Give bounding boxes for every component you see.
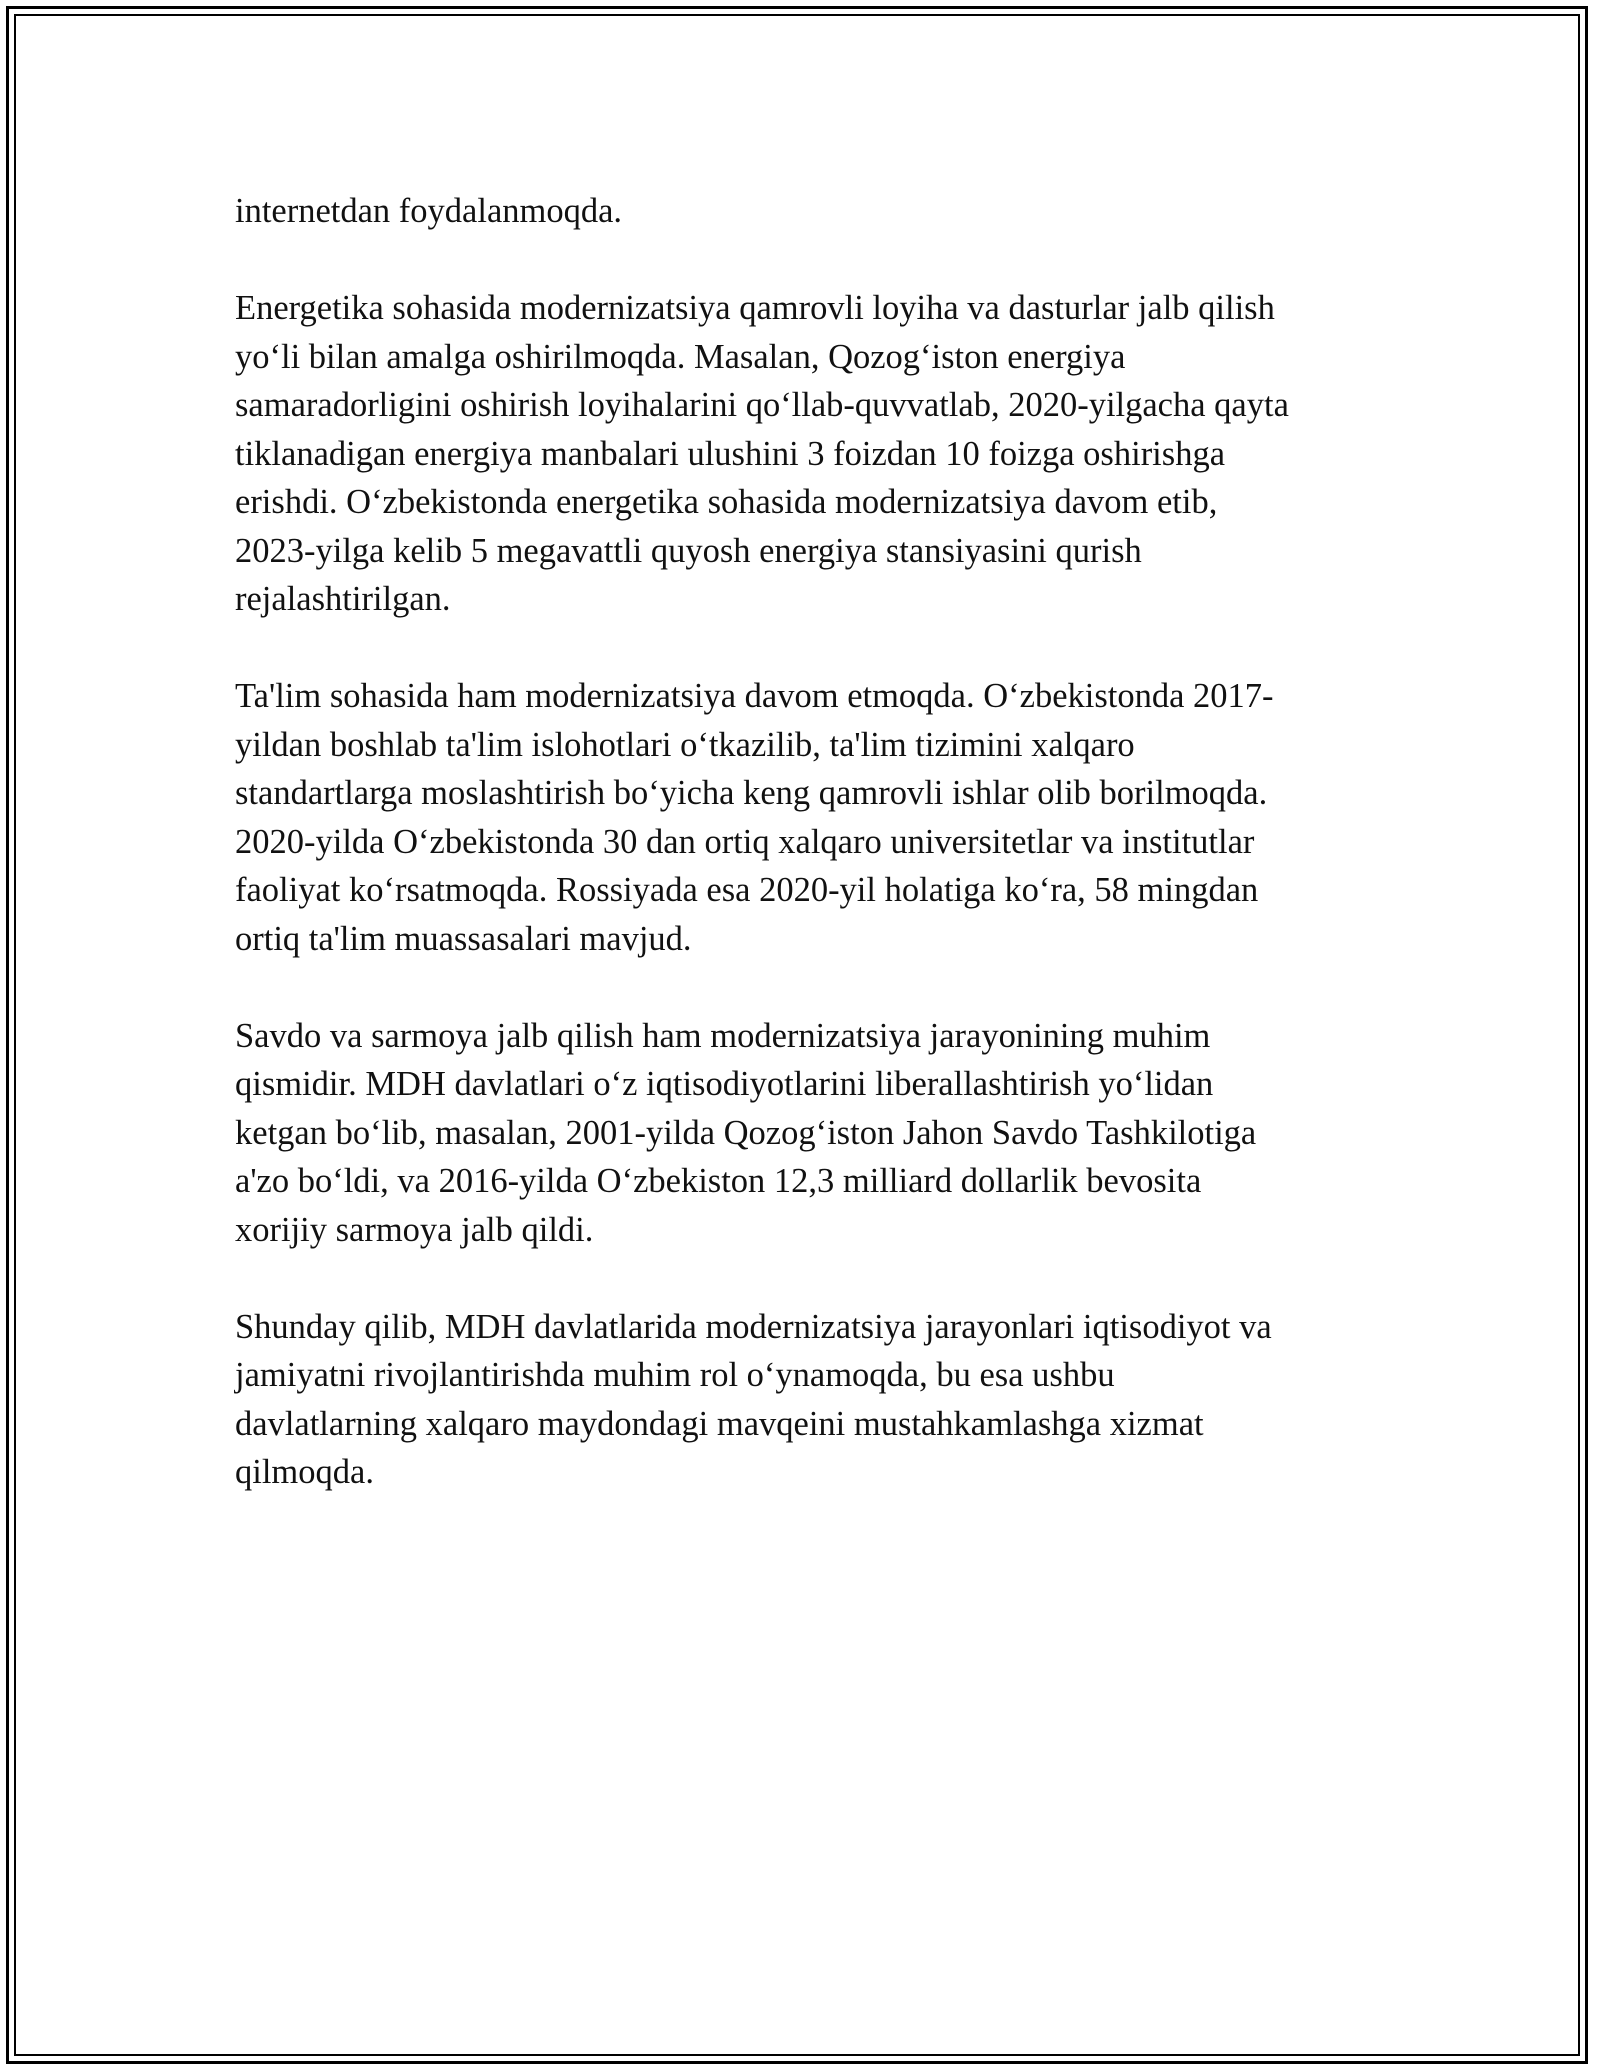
text-line: a'zo bo‘ldi, va 2016-yilda O‘zbekiston 12,3 milliard dollarlik bevosita [235, 1162, 1202, 1200]
text-line: ketgan bo‘lib, masalan, 2001-yilda Qozog‘iston Jahon Savdo Tashkilotiga [235, 1113, 1257, 1152]
text-line: erishdi. O‘zbekistonda energetika sohasida modernizatsiya davom etib, [235, 483, 1218, 521]
text-line: davlatlarning xalqaro maydondagi mavqeini mustahkamlashga xizmat [235, 1404, 1204, 1443]
text-line: rejalashtirilgan. [235, 580, 451, 618]
text-line: Energetika sohasida modernizatsiya qamrovli loyiha va dasturlar jalb qilish [235, 289, 1275, 327]
text-line: qilmoqda. [235, 1453, 374, 1491]
paragraph-energy [235, 284, 1375, 624]
paragraph-education [235, 672, 1375, 963]
paragraph-trade [235, 1012, 1375, 1255]
text-line: standartlarga moslashtirish bo‘yicha keng qamrovli ishlar olib borilmoqda. [235, 774, 1268, 812]
text-line: qismidir. MDH davlatlari o‘z iqtisodiyotlarini liberallashtirish yo‘lidan [235, 1065, 1214, 1103]
text-line: 2023-yilga kelib 5 megavattli quyosh energiya stansiyasini qurish [235, 531, 1142, 570]
text-line: xorijiy sarmoya jalb qildi. [235, 1210, 594, 1249]
text-line: yo‘li bilan amalga oshirilmoqda. Masalan, Qozog‘iston energiya [235, 337, 1126, 376]
text-line: internetdan foydalanmoqda. [235, 192, 623, 230]
text-line: yildan boshlab ta'lim islohotlari o‘tkazilib, ta'lim tizimini xalqaro [235, 725, 1135, 764]
text-line: Ta'lim sohasida ham modernizatsiya davom etmoqda. O‘zbekistonda 2017- [235, 677, 1274, 715]
text-line: Savdo va sarmoya jalb qilish ham modernizatsiya jarayonining muhim [235, 1016, 1211, 1055]
text-line: 2020-yilda O‘zbekistonda 30 dan ortiq xalqaro universitetlar va institutlar [235, 822, 1255, 861]
text-line: ortiq ta'lim muassasalari mavjud. [235, 919, 692, 958]
document-body [235, 187, 1375, 1545]
text-line: jamiyatni rivojlantirishda muhim rol o‘ynamoqda, bu esa ushbu [235, 1356, 1115, 1394]
text-line: samaradorligini oshirish loyihalarini qo‘llab-quvvatlab, 2020-yilgacha qayta [235, 386, 1289, 424]
paragraph-conclusion [235, 1303, 1375, 1497]
text-line: Shunday qilib, MDH davlatlarida modernizatsiya jarayonlari iqtisodiyot va [235, 1307, 1272, 1346]
text-line: tiklanadigan energiya manbalari ulushini 3 foizdan 10 foizga oshirishga [235, 434, 1226, 473]
paragraph-intro-tail [235, 187, 1375, 236]
text-line: faoliyat ko‘rsatmoqda. Rossiyada esa 2020-yil holatiga ko‘ra, 58 mingdan [235, 871, 1259, 909]
